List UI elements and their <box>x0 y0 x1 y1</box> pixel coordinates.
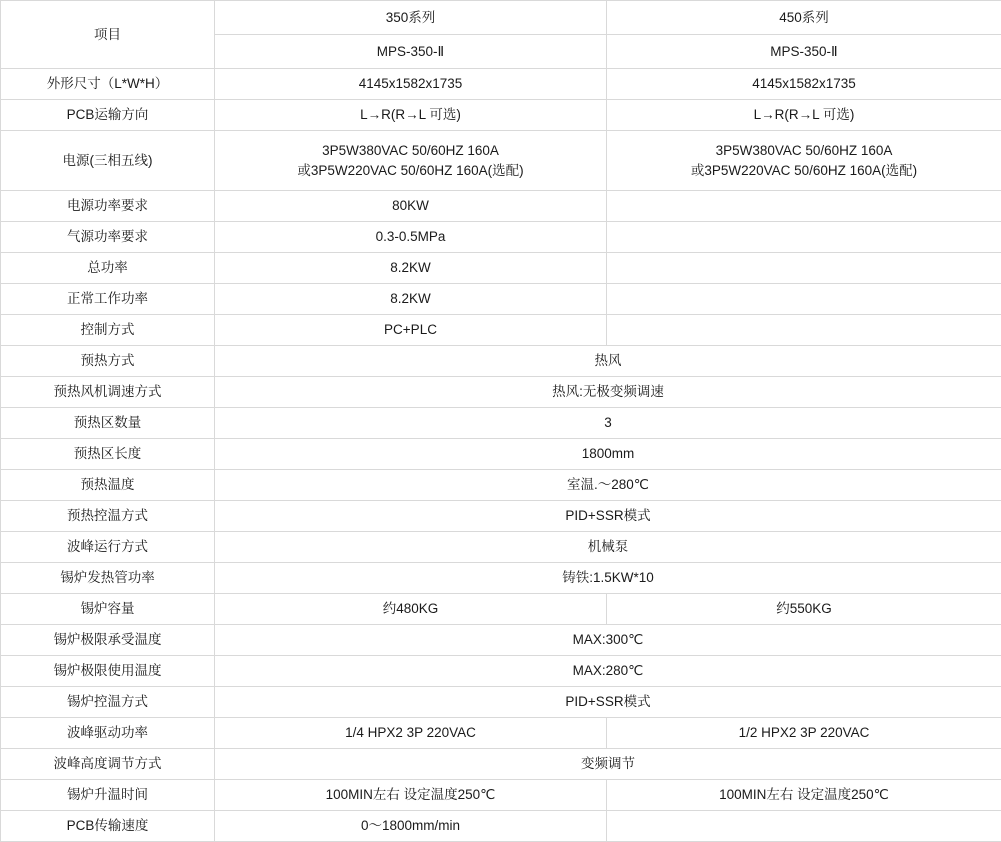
row-label: 电源功率要求 <box>1 191 215 222</box>
table-row <box>1 131 1001 191</box>
row-label: 预热控温方式 <box>1 501 215 532</box>
row-value-merged: 铸铁:1.5KW*10 <box>215 563 1001 594</box>
table-row <box>1 811 1001 842</box>
row-value-merged: PID+SSR模式 <box>215 501 1001 532</box>
row-value-450: 1/2 HPX2 3P 220VAC <box>607 718 1001 749</box>
row-value-merged: MAX:300℃ <box>215 625 1001 656</box>
row-value-450: 100MIN左右 设定温度250℃ <box>607 780 1001 811</box>
row-label: 锡炉控温方式 <box>1 687 215 718</box>
row-label: PCB运输方向 <box>1 100 215 131</box>
row-label: 电源(三相五线) <box>1 131 215 191</box>
row-label: 锡炉容量 <box>1 594 215 625</box>
row-value-350: L→R(R→L 可选) <box>215 100 607 131</box>
row-label: 波峰运行方式 <box>1 532 215 563</box>
table-body <box>1 1 1001 842</box>
row-value-merged: MAX:280℃ <box>215 656 1001 687</box>
value-line: 或3P5W220VAC 50/60HZ 160A(选配) <box>613 161 995 183</box>
row-label: 锡炉升温时间 <box>1 780 215 811</box>
row-label: 锡炉发热管功率 <box>1 563 215 594</box>
row-value-350: 0～1800mm/min <box>215 811 607 842</box>
table-row <box>1 687 1001 718</box>
row-value-350: 100MIN左右 设定温度250℃ <box>215 780 607 811</box>
row-value-450 <box>607 315 1001 346</box>
table-row <box>1 470 1001 501</box>
row-value-merged: 室温.～280℃ <box>215 470 1001 501</box>
table-row <box>1 439 1001 470</box>
row-value-merged: 机械泵 <box>215 532 1001 563</box>
row-value-merged: 变频调节 <box>215 749 1001 780</box>
table-row <box>1 408 1001 439</box>
row-value-350: 约480KG <box>215 594 607 625</box>
row-value-350 <box>215 131 607 191</box>
table-row <box>1 532 1001 563</box>
row-label: 锡炉极限使用温度 <box>1 656 215 687</box>
header-cell-series-450: 450系列 <box>607 1 1001 35</box>
value-line: 或3P5W220VAC 50/60HZ 160A(选配) <box>221 161 600 183</box>
row-value-merged: 热风 <box>215 346 1001 377</box>
row-value-450: 4145x1582x1735 <box>607 69 1001 100</box>
row-label: 预热方式 <box>1 346 215 377</box>
row-value-450: MPS-350-Ⅱ <box>607 35 1001 69</box>
table-row <box>1 69 1001 100</box>
row-value-450: L→R(R→L 可选) <box>607 100 1001 131</box>
table-row <box>1 656 1001 687</box>
table-row <box>1 191 1001 222</box>
header-cell-series-350: 350系列 <box>215 1 607 35</box>
row-value-450 <box>607 222 1001 253</box>
row-label: 波峰高度调节方式 <box>1 749 215 780</box>
row-label: 波峰驱动功率 <box>1 718 215 749</box>
table-row <box>1 780 1001 811</box>
row-label: 总功率 <box>1 253 215 284</box>
row-label: 预热区长度 <box>1 439 215 470</box>
table-row <box>1 501 1001 532</box>
table-header-row <box>1 1 1001 35</box>
row-value-450 <box>607 811 1001 842</box>
row-value-350: 8.2KW <box>215 253 607 284</box>
row-value-350: 4145x1582x1735 <box>215 69 607 100</box>
row-value-350: 80KW <box>215 191 607 222</box>
table-row <box>1 563 1001 594</box>
row-label: 预热温度 <box>1 470 215 501</box>
table-row <box>1 253 1001 284</box>
row-value-350: PC+PLC <box>215 315 607 346</box>
row-label: 气源功率要求 <box>1 222 215 253</box>
table-row <box>1 315 1001 346</box>
row-value-350: 0.3-0.5MPa <box>215 222 607 253</box>
table-row <box>1 718 1001 749</box>
row-label: 正常工作功率 <box>1 284 215 315</box>
table-row <box>1 100 1001 131</box>
row-value-350: 8.2KW <box>215 284 607 315</box>
row-value-450 <box>607 253 1001 284</box>
row-value-350: MPS-350-Ⅱ <box>215 35 607 69</box>
table-row <box>1 594 1001 625</box>
table-row <box>1 625 1001 656</box>
table-row <box>1 222 1001 253</box>
row-label: 锡炉极限承受温度 <box>1 625 215 656</box>
row-label: 外形尺寸（L*W*H） <box>1 69 215 100</box>
row-value-450 <box>607 284 1001 315</box>
row-value-merged: PID+SSR模式 <box>215 687 1001 718</box>
row-value-450 <box>607 131 1001 191</box>
header-cell-item: 项目 <box>1 1 215 69</box>
row-label: 预热区数量 <box>1 408 215 439</box>
row-value-350: 1/4 HPX2 3P 220VAC <box>215 718 607 749</box>
table-row <box>1 284 1001 315</box>
row-value-merged: 1800mm <box>215 439 1001 470</box>
row-value-450 <box>607 191 1001 222</box>
row-label: 预热风机调速方式 <box>1 377 215 408</box>
table-row <box>1 749 1001 780</box>
row-value-merged: 热风:无极变频调速 <box>215 377 1001 408</box>
row-label: PCB传输速度 <box>1 811 215 842</box>
row-value-merged: 3 <box>215 408 1001 439</box>
table-row <box>1 377 1001 408</box>
row-label: 控制方式 <box>1 315 215 346</box>
value-line: 3P5W380VAC 50/60HZ 160A <box>221 139 600 161</box>
value-line: 3P5W380VAC 50/60HZ 160A <box>613 139 995 161</box>
row-value-450: 约550KG <box>607 594 1001 625</box>
table-row <box>1 346 1001 377</box>
